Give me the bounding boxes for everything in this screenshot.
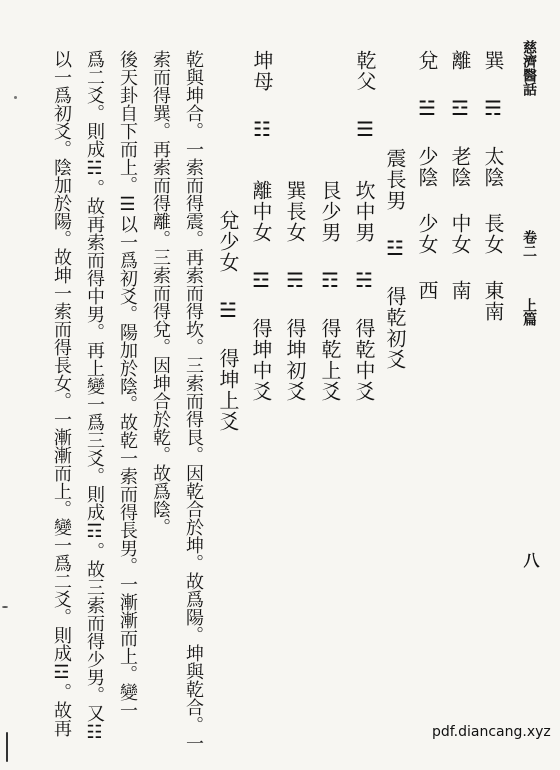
mother-row-xun: 巽長女 ☴ 得坤初爻 bbox=[283, 180, 307, 402]
body-text-line-1: 乾與坤合。一索而得震。再索而得坎。三索而得艮。因乾合於坤。故爲陽。坤與乾合。一 bbox=[183, 50, 204, 752]
book-title: 慈濟醫話 bbox=[521, 40, 537, 96]
section-label: 上篇 bbox=[521, 298, 537, 326]
mother-trigram-label: 坤母 ☷ bbox=[250, 50, 274, 142]
scan-speck bbox=[6, 732, 8, 762]
mother-row-li: 離中女 ☲ 得坤中爻 bbox=[249, 180, 273, 402]
page-number: 八 bbox=[521, 552, 540, 568]
body-text-line-5: 以一爲初爻。陰加於陽。故坤一索而得長女。一漸漸而上。變一爲二爻。則成☲。故再 bbox=[51, 50, 72, 737]
mother-row-dui: 兌少女 ☱ 得坤上爻 bbox=[216, 210, 240, 432]
father-row-gen: 艮少男 ☶ 得乾上爻 bbox=[318, 180, 342, 402]
volume-label: 卷二 bbox=[521, 230, 537, 258]
body-text-line-3: 後天卦自下而上。☰以一爲初爻。陽加於陰。故乾一索而得長男。一漸漸而上。變一 bbox=[117, 50, 138, 719]
trigram-row-xun: 巽 ☴ 太陰 長女 東南 bbox=[481, 50, 505, 322]
father-trigram-label: 乾父 ☰ bbox=[353, 50, 377, 142]
scan-speck bbox=[14, 96, 17, 99]
trigram-row-li: 離 ☲ 老陰 中女 南 bbox=[448, 50, 472, 301]
scan-speck bbox=[2, 606, 8, 608]
body-text-line-4: 爲二爻。則成☵。故再索而得中男。再上變一爲三爻。則成☶。故三索而得少男。又☷ bbox=[84, 50, 105, 743]
body-text-line-2: 索而得巽。再索而得離。三索而得兌。因坤合於乾。故爲陰。 bbox=[150, 50, 171, 536]
watermark-url: pdf.diancang.xyz bbox=[432, 724, 551, 740]
father-row-zhen: 震長男 ☳ 得乾初爻 bbox=[383, 148, 407, 370]
father-row-kan: 坎中男 ☵ 得乾中爻 bbox=[352, 180, 376, 402]
trigram-row-dui: 兌 ☱ 少陰 少女 西 bbox=[415, 50, 439, 301]
